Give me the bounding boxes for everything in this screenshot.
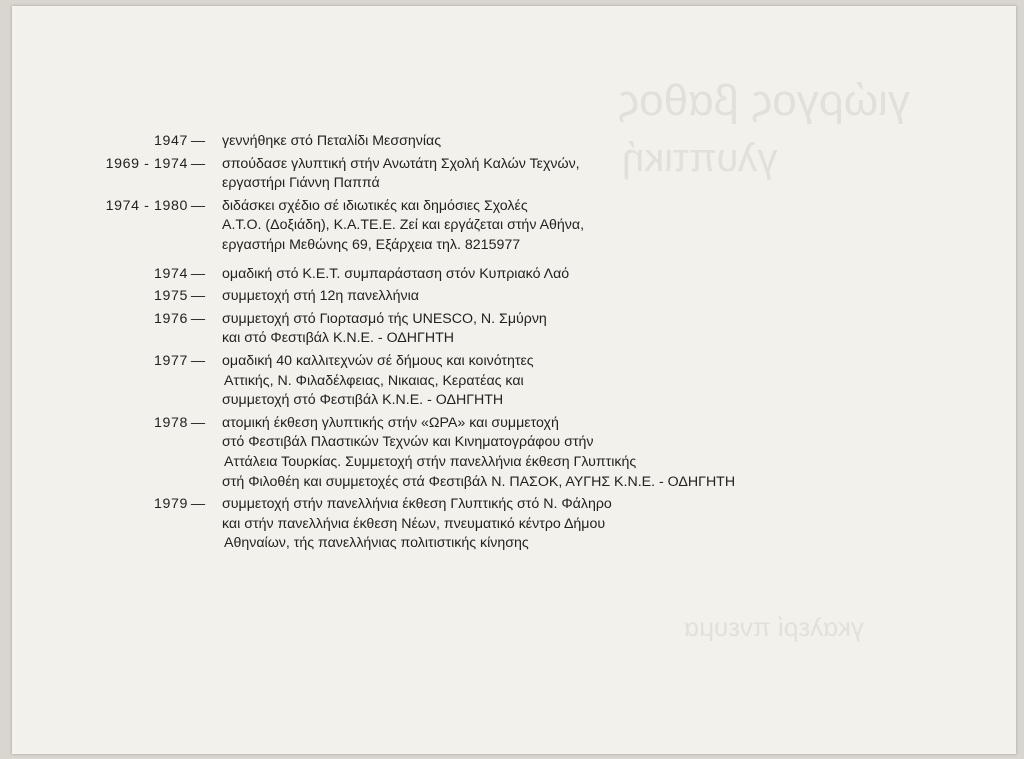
entry-line: συμμετοχή στήν πανελλήνια έκθεση Γλυπτικής στό Ν. Φάληρο [222, 496, 612, 513]
entry-text [222, 495, 612, 554]
reverse-side-show-through: γκαλερί πνευμα [684, 612, 864, 642]
entry-dash: — [190, 197, 206, 214]
reverse-side-show-through: γλυπτική [622, 136, 778, 180]
timeline-entry [64, 414, 735, 492]
entry-line: σπούδασε γλυπτική στήν Ανωτάτη Σχολή Καλών Τεχνών, [222, 155, 580, 172]
entry-line: ομαδική 40 καλλιτεχνών σέ δήμους και κοινότητες [222, 352, 534, 369]
entry-years: 1977 [154, 352, 188, 369]
entry-dash: — [190, 155, 206, 172]
entry-line: γεννήθηκε στό Πεταλίδι Μεσσηνίας [222, 133, 442, 149]
timeline-entry [64, 155, 735, 194]
entry-line: στό Φεστιβάλ Πλαστικών Τεχνών και Κινηματογράφου στήν [222, 434, 594, 451]
entry-text [222, 310, 547, 349]
entry-line: συμμετοχή στή 12η πανελλήνια [222, 288, 419, 305]
entry-text [222, 132, 441, 152]
document-page [12, 6, 1016, 754]
timeline-entry [64, 287, 735, 307]
entry-text [222, 155, 580, 194]
entry-line: και στό Φεστιβάλ Κ.Ν.Ε. - ΟΔΗΓΗΤΗ [222, 330, 455, 347]
entry-years: 1976 [154, 310, 188, 327]
entry-text [222, 265, 569, 285]
entry-dash: — [190, 310, 206, 327]
entry-line: Α.Τ.Ο. (Δοξιάδη), Κ.Α.ΤΕ.Ε. Ζεί και εργάζεται στήν Αθήνα, [222, 217, 585, 234]
entry-text [222, 287, 419, 307]
entry-line: ατομική έκθεση γλυπτικής στήν «ΩΡΑ» και συμμετοχή [222, 414, 559, 431]
timeline-entry [64, 352, 735, 411]
entry-line: συμμετοχή στό Γιορτασμό τής UNESCO, Ν. Σμύρνη [222, 310, 547, 327]
entry-years: 1975 [154, 288, 188, 305]
entry-years: 1947 [154, 133, 188, 149]
entry-line: Αθηναίων, τής πανελλήνιας πολιτιστικής κίνησης [224, 535, 529, 552]
entry-line: Αττάλεια Τουρκίας. Συμμετοχή στήν πανελλήνια έκθεση Γλυπτικής [224, 453, 637, 470]
entry-line: στή Φιλοθέη και συμμετοχές στά Φεστιβάλ Ν. ΠΑΣΟΚ, ΑΥΓΗΣ Κ.Ν.Ε. - ΟΔΗΓΗΤΗ [222, 473, 736, 490]
entry-line: εργαστήρι Γιάννη Παππά [222, 175, 380, 192]
entry-line: συμμετοχή στό Φεστιβάλ Κ.Ν.Ε. - ΟΔΗΓΗΤΗ [222, 392, 504, 409]
timeline-entry [64, 265, 735, 285]
entry-years: 1974 [154, 265, 188, 282]
entry-years: 1978 [154, 414, 188, 431]
timeline-entry [64, 310, 735, 349]
timeline-entry [64, 495, 735, 554]
entry-years: 1969 - 1974 [105, 155, 188, 172]
entry-text [222, 414, 735, 492]
entry-text [222, 352, 534, 411]
entry-text [222, 197, 584, 256]
timeline-entry [64, 197, 735, 256]
biography-timeline [64, 132, 735, 557]
entry-line: ομαδική στό Κ.Ε.Τ. συμπαράσταση στόν Κυπριακό Λαό [222, 265, 570, 282]
entry-dash: — [190, 288, 206, 305]
entry-dash: — [190, 265, 206, 282]
entry-dash: — [190, 352, 206, 369]
entry-line: Αττικής, Ν. Φιλαδέλφειας, Νικαιας, Κερατέας και [224, 372, 524, 389]
entry-dash: — [190, 414, 206, 431]
entry-dash: — [190, 133, 206, 149]
timeline-entry [64, 132, 735, 152]
entry-line: και στήν πανελλήνια έκθεση Νέων, πνευματικό κέντρο Δήμου [222, 515, 606, 532]
entry-years: 1974 - 1980 [105, 197, 188, 214]
entry-line: διδάσκει σχέδιο σέ ιδιωτικές και δημόσιες Σχολές [222, 197, 528, 214]
entry-line: εργαστήρι Μεθώνης 69, Εξάρχεια τηλ. 8215977 [222, 236, 521, 253]
entry-dash: — [190, 496, 206, 513]
reverse-side-show-through: γιώργος βαθος [618, 76, 910, 125]
entry-years: 1979 [154, 496, 188, 513]
